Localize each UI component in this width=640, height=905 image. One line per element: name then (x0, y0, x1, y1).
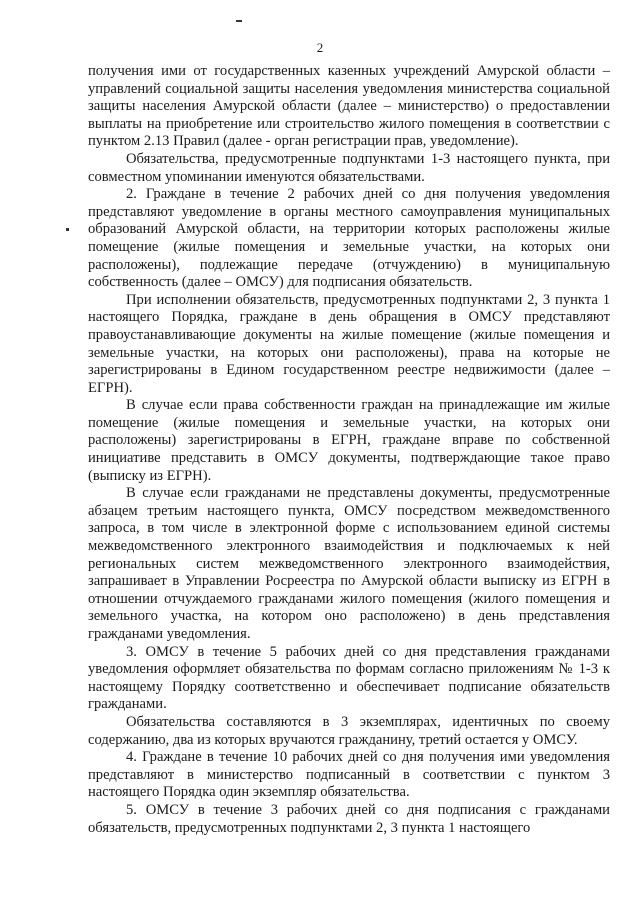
paragraph: Обязательства составляются в 3 экземплярах, идентичных по своему содержанию, два из которых вручаются гражданину, третий остается у ОМСУ. (88, 713, 610, 748)
paragraph: В случае если права собственности граждан на принадлежащие им жилые помещение (жилые помещения и земельные участки, на которых они расположены) зарегистрированы в ЕГРН, граждане вправе по собственной инициативе представить в ОМСУ документы, подтверждающие такое право (выписку из ЕГРН). (88, 397, 610, 484)
scan-artifact-mark (66, 228, 69, 231)
paragraph: В случае если гражданами не представлены документы, предусмотренные абзацем третьим настоящего пункта, ОМСУ посредством межведомственного запроса, в том числе в электронной форме с использованием единой системы межведомственного электронного взаимодействия и подключаемых к ней региональных систем межведомственного электронного взаимодействия, запрашивает в Управлении Росреестра по Амурской области выписку из ЕГРН в отношении отчуждаемого гражданами жилого помещения (жилого помещения и земельного участка, на котором оно расположено) в день представления гражданами уведомления. (88, 485, 610, 642)
paragraph: получения ими от государственных казенных учреждений Амурской области – управлений социальной защиты населения уведомления министерства социальной защиты населения Амурской области (далее – министерство) о предоставлении выплаты на приобретение или строительство жилого помещения в соответствии с пунктом 2.13 Правил (далее - орган регистрации прав, уведомление). (88, 63, 610, 150)
paragraph: 4. Граждане в течение 10 рабочих дней со дня получения ими уведомления представляют в министерство подписанный в соответствии с пунктом 3 настоящего Порядка один экземпляр обязательства. (88, 749, 610, 801)
paragraph: 3. ОМСУ в течение 5 рабочих дней со дня представления гражданами уведомления оформляет обязательства по формам согласно приложениям № 1-3 к настоящему Порядку соответственно и обеспечивает подписание обязательств гражданами. (88, 643, 610, 713)
paragraph: 5. ОМСУ в течение 3 рабочих дней со дня подписания с гражданами обязательств, предусмотренных подпунктами 2, 3 пункта 1 настоящего (88, 801, 610, 836)
paragraph: Обязательства, предусмотренные подпунктами 1-3 настоящего пункта, при совместном упоминании именуются обязательствами. (88, 150, 610, 185)
page-number: 2 (316, 40, 324, 55)
scan-artifact-mark (236, 20, 242, 22)
paragraph: 2. Граждане в течение 2 рабочих дней со дня получения уведомления представляют уведомление в органы местного самоуправления муниципальных образований Амурской области, на территории которых расположены жилые помещение (жилые помещения и земельные участки, на которых они расположены), подлежащие передаче (отчуждению) в муниципальную собственность (далее – ОМСУ) для подписания обязательств. (88, 186, 610, 291)
document-body (88, 63, 610, 837)
paragraph: При исполнении обязательств, предусмотренных подпунктами 2, 3 пункта 1 настоящего Порядка, граждане в день обращения в ОМСУ представляют правоустанавливающие документы на жилые помещение (жилые помещения и земельные участки, на которых они расположены), права на которые не зарегистрированы в Едином государственном реестре недвижимости (далее – ЕГРН). (88, 291, 610, 396)
